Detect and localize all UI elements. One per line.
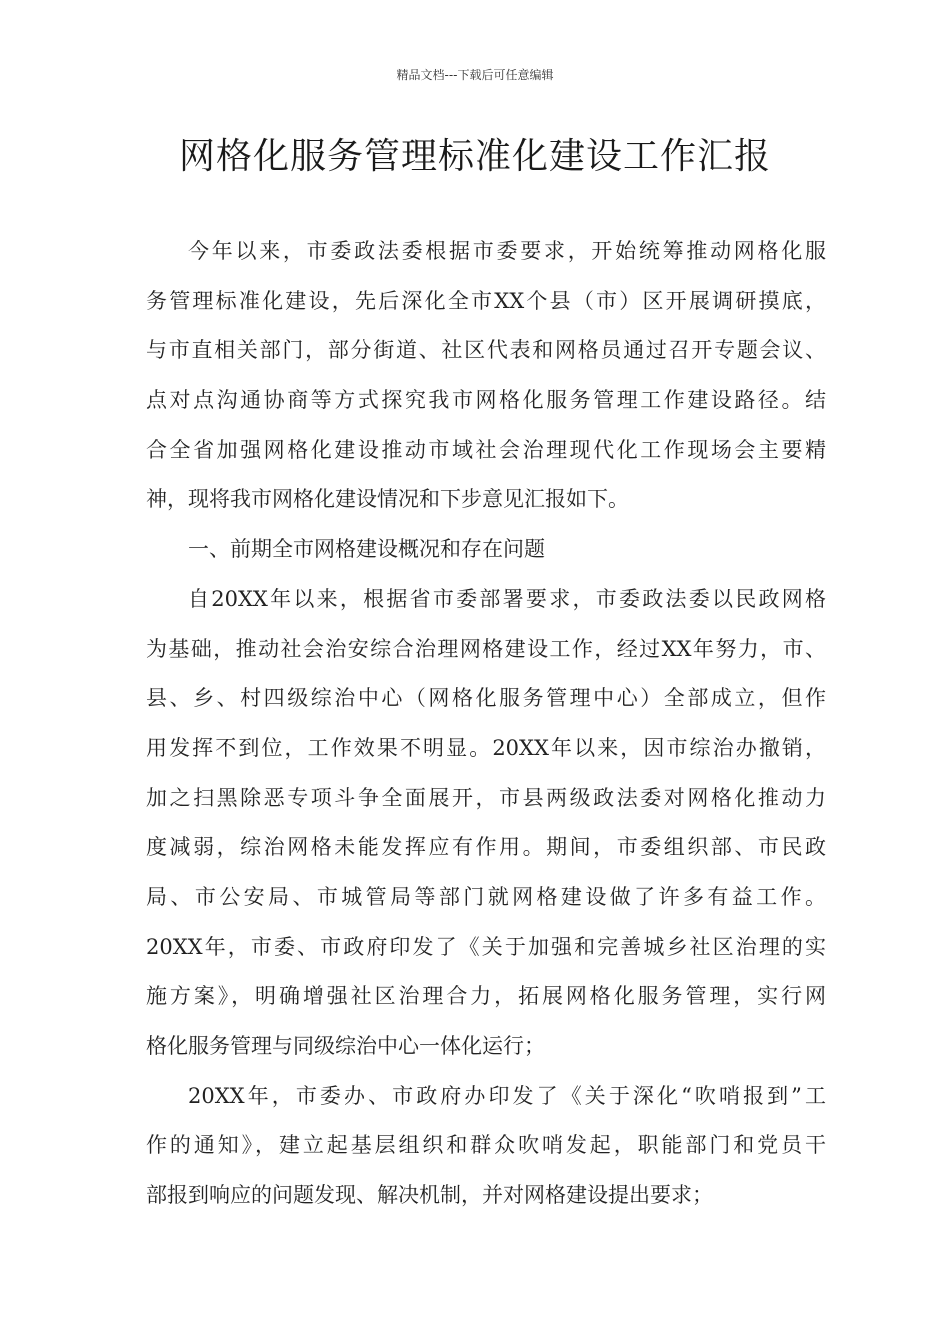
text-line: 点对点沟通协商等方式探究我市网格化服务管理工作建设路径。结 (146, 388, 826, 413)
text-line: 20XX年，市委办、市政府办印发了《关于深化“吹哨报到”工 (188, 1083, 826, 1108)
header-note: 精品文档---下载后可任意编辑 (396, 68, 554, 82)
text-line: 为基础，推动社会治安综合治理网格建设工作，经过XX年努力，市、 (146, 636, 826, 661)
text-line: 与市直相关部门，部分街道、社区代表和网格员通过召开专题会议、 (146, 338, 826, 363)
text-line: 务管理标准化建设，先后深化全市XX个县（市）区开展调研摸底， (146, 288, 826, 313)
text-line: 施方案》，明确增强社区治理合力，拓展网格化服务管理，实行网 (146, 984, 826, 1009)
text-line: 神，现将我市网格化建设情况和下步意见汇报如下。 (146, 487, 629, 512)
text-line: 局、市公安局、市城管局等部门就网格建设做了许多有益工作。 (146, 884, 826, 909)
text-line: 今年以来，市委政法委根据市委要求，开始统筹推动网格化服 (188, 239, 826, 263)
text-line: 20XX年，市委、市政府印发了《关于加强和完善城乡社区治理的实 (146, 934, 826, 959)
text-line: 县、乡、村四级综治中心（网格化服务管理中心）全部成立，但作 (146, 686, 826, 711)
text-line: 自20XX年以来，根据省市委部署要求，市委政法委以民政网格 (188, 586, 826, 611)
text-line: 度减弱，综治网格未能发挥应有作用。期间，市委组织部、市民政 (146, 835, 826, 860)
page-title: 网格化服务管理标准化建设工作汇报 (178, 136, 771, 177)
text-line: 用发挥不到位，工作效果不明显。20XX年以来，因市综治办撤销， (146, 735, 826, 760)
text-line: 格化服务管理与同级综治中心一体化运行； (146, 1034, 545, 1058)
text-line: 作的通知》，建立起基层组织和群众吹哨发起，职能部门和党员干 (146, 1133, 826, 1158)
text-line: 部报到响应的问题发现、解决机制，并对网格建设提出要求； (146, 1183, 713, 1208)
text-line: 一、前期全市网格建设概况和存在问题 (188, 537, 545, 562)
document-body (146, 227, 826, 1221)
text-line: 合全省加强网格化建设推动市域社会治理现代化工作现场会主要精 (146, 437, 826, 462)
text-line: 加之扫黑除恶专项斗争全面展开，市县两级政法委对网格化推动力 (146, 785, 826, 810)
